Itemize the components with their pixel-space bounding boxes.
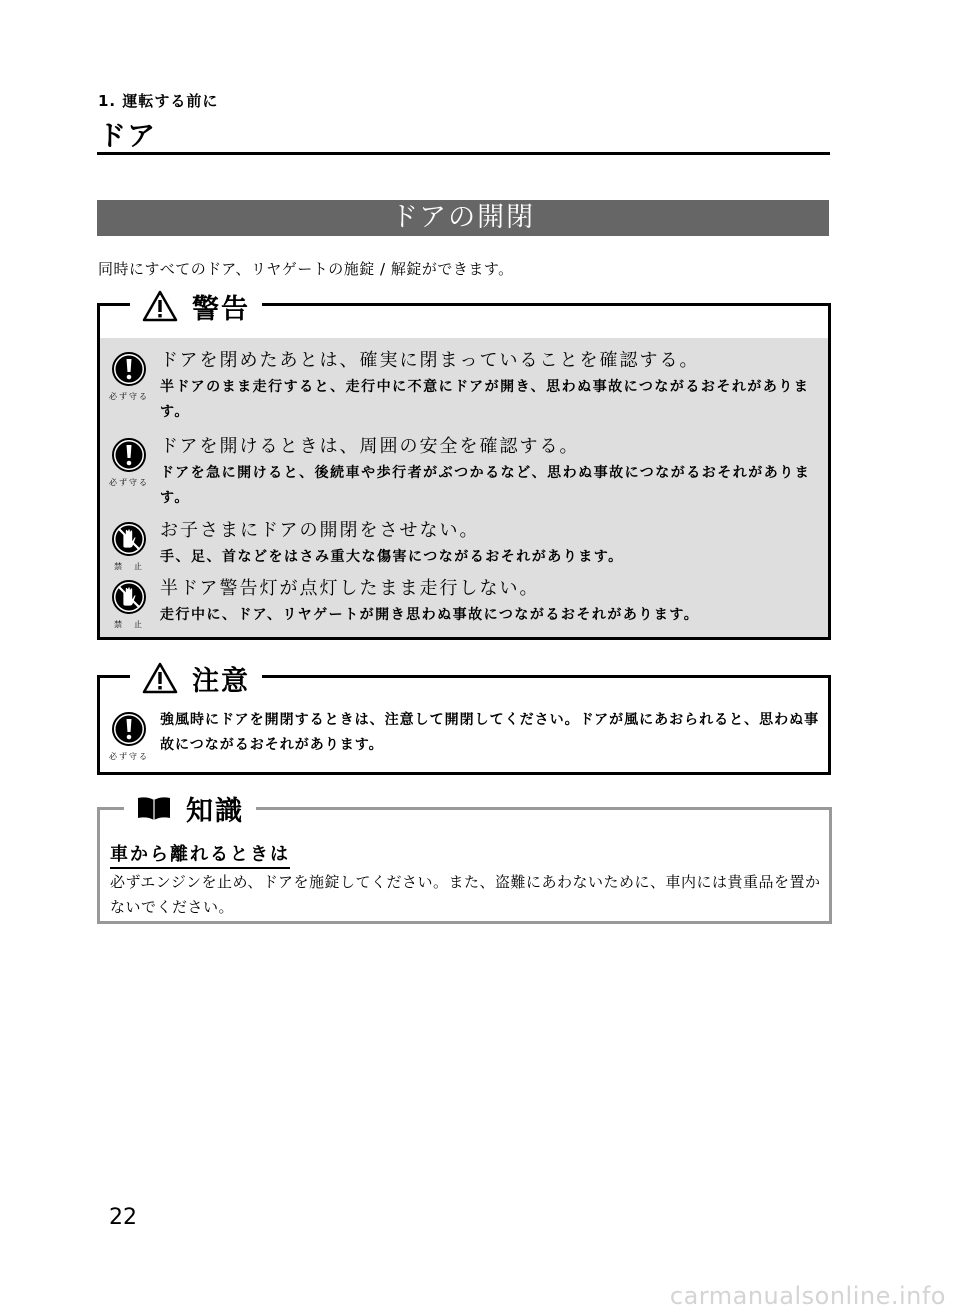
knowledge-header	[124, 791, 256, 825]
item-title: ドアを開けるときは、周囲の安全を確認する。	[160, 436, 580, 457]
item-title: ドアを閉めたあとは、確実に閉まっていることを確認する。	[160, 350, 700, 371]
page-number: 22	[109, 1205, 137, 1230]
warning-item	[108, 346, 820, 424]
caution-text: 強風時にドアを開閉するときは、注意して開閉してください。ドアが風にあおられると、思わぬ事故につながるおそれがあります。	[160, 712, 820, 753]
caution-label: 注意	[192, 665, 250, 697]
item-body: 半ドアのまま走行すると、走行中に不意にドアが開き、思わぬ事故につながるおそれがあります。	[160, 379, 810, 420]
section-title-bar: ドアの開閉	[97, 200, 829, 236]
item-body: 走行中に、ドア、リヤゲートが開き思わぬ事故につながるおそれがあります。	[160, 607, 700, 623]
warning-item	[108, 516, 820, 576]
icon-caption: 禁 止	[114, 620, 144, 629]
icon-caption: 禁 止	[114, 562, 144, 571]
warning-item	[108, 432, 820, 510]
item-body: 手、足、首などをはさみ重大な傷害につながるおそれがあります。	[160, 549, 624, 565]
caution-header	[130, 661, 262, 695]
icon-caption: 必ず守る	[109, 392, 149, 401]
item-title: お子さまにドアの開閉をさせない。	[160, 520, 480, 541]
knowledge-box	[97, 795, 832, 924]
prohibited-hand-icon	[112, 522, 146, 556]
knowledge-heading: 車から離れるときは	[110, 840, 290, 869]
caution-triangle-icon	[142, 662, 178, 694]
book-icon	[136, 795, 172, 821]
warning-label: 警告	[192, 293, 250, 325]
watermark: carmanualsonline.info	[669, 1282, 946, 1310]
warning-triangle-icon	[142, 290, 178, 322]
icon-caption: 必ず守る	[109, 752, 149, 761]
page-title: ドア	[98, 119, 158, 152]
warning-header	[130, 289, 262, 323]
prohibited-hand-icon	[112, 580, 146, 614]
caution-box	[97, 665, 831, 775]
item-body: ドアを急に開けると、後続車や歩行者がぶつかるなど、思わぬ事故につながるおそれがあります。	[160, 465, 811, 506]
knowledge-body: 必ずエンジンを止め、ドアを施錠してください。また、盗難にあわないために、車内には貴重品を置かないでください。	[110, 873, 821, 916]
knowledge-label: 知識	[186, 795, 244, 827]
warning-item	[108, 574, 820, 634]
section-intro: 同時にすべてのドア、リヤゲートの施錠 / 解錠ができます。	[98, 260, 514, 278]
icon-caption: 必ず守る	[109, 478, 149, 487]
item-title: 半ドア警告灯が点灯したまま走行しない。	[160, 578, 540, 599]
mandatory-exclamation-icon	[112, 352, 146, 386]
mandatory-exclamation-icon	[112, 438, 146, 472]
chapter-heading: 1. 運転する前に	[98, 92, 219, 110]
warning-box	[97, 293, 831, 640]
mandatory-exclamation-icon	[112, 712, 146, 746]
title-divider	[97, 152, 830, 155]
